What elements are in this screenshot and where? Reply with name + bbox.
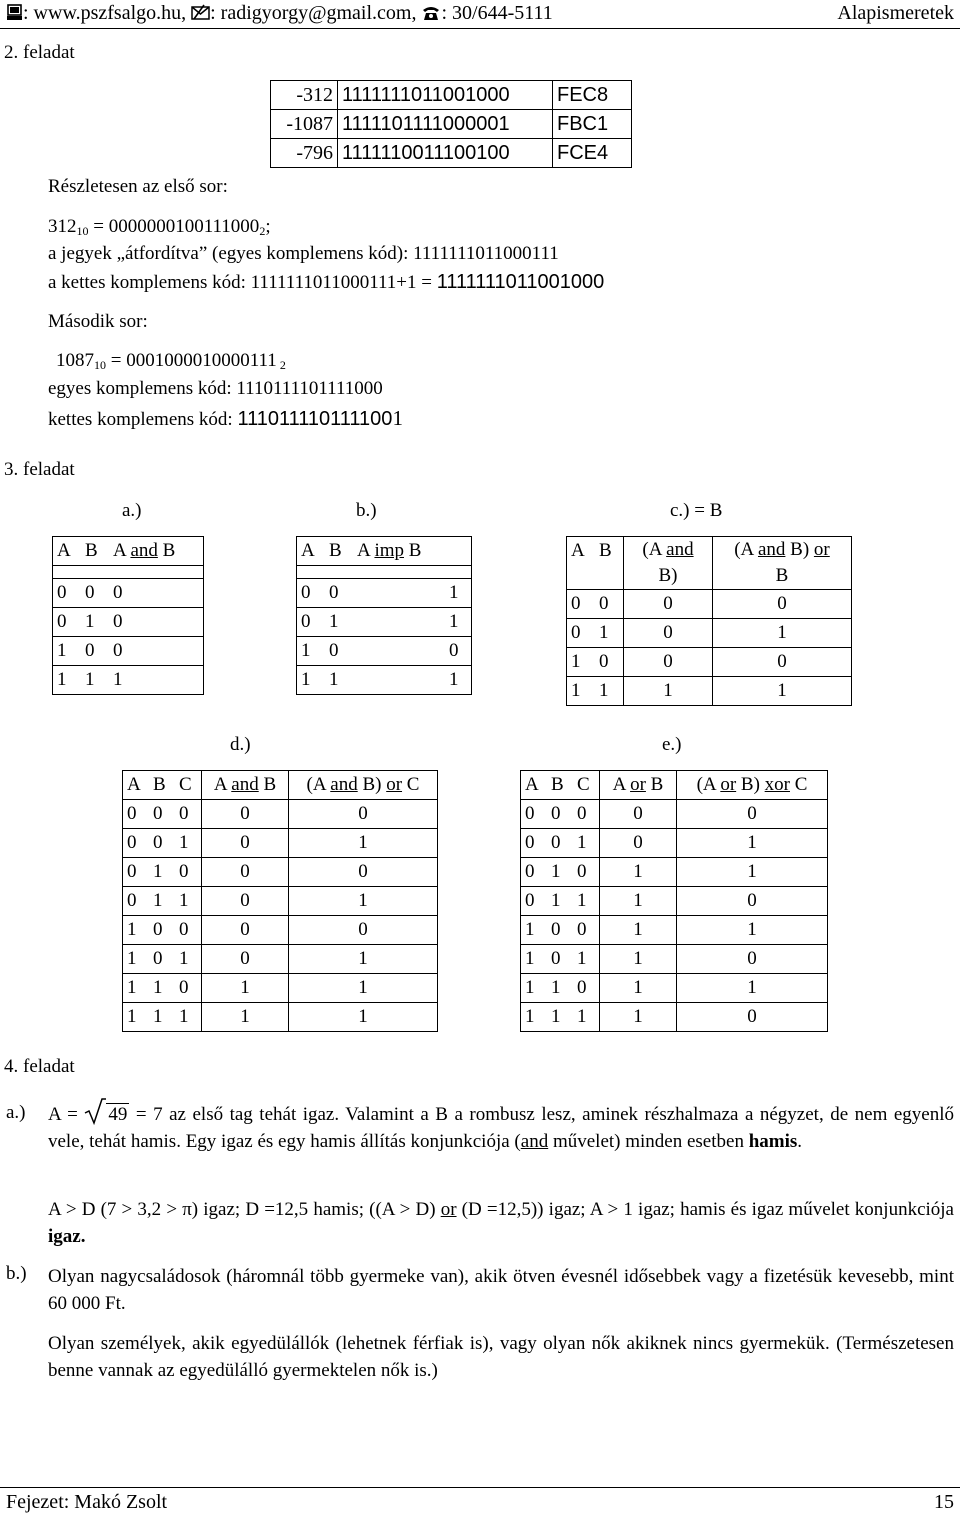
table-cell: 0 — [325, 637, 353, 666]
table-cell: 1 — [325, 608, 353, 637]
table-cell: 1 — [202, 1003, 289, 1032]
table-cell: 1 — [547, 1003, 573, 1032]
table-row — [521, 974, 828, 1003]
label-e: e.) — [662, 734, 682, 755]
text: kettes komplemens kód: — [48, 409, 238, 430]
table-cell: 1 — [573, 829, 600, 858]
table-cell: 1 — [573, 1003, 600, 1032]
table-cell: -796 — [271, 139, 338, 168]
table-cell — [713, 537, 852, 590]
truth-table-a — [52, 536, 204, 695]
operator: and — [757, 539, 786, 560]
table-cell: 0 — [573, 858, 600, 887]
table-cell: 0 — [202, 829, 289, 858]
text: B — [157, 540, 176, 561]
subscript: 2 — [259, 224, 266, 238]
table-cell: 1 — [547, 858, 573, 887]
operator: or — [720, 774, 737, 795]
text: C — [402, 774, 420, 795]
detail-line-1 — [48, 216, 271, 239]
table-row — [297, 637, 472, 666]
table-cell: C — [573, 771, 600, 800]
table-cell: 0 — [202, 916, 289, 945]
table-cell: 1 — [547, 887, 573, 916]
table-cell: 1 — [149, 858, 175, 887]
text: a kettes komplemens kód: 1111111011000111+1 = — [48, 272, 437, 293]
text: B) — [357, 774, 387, 795]
emphasis: igaz. — [48, 1226, 86, 1247]
text: (A — [734, 539, 758, 560]
task4-b-label: b.) — [6, 1263, 27, 1284]
text: . — [797, 1131, 803, 1152]
table-cell: 0 — [123, 800, 150, 829]
operator: and — [231, 774, 259, 795]
mail-icon — [191, 3, 210, 27]
table-cell: 0 — [573, 916, 600, 945]
task3-title: 3. feladat — [4, 459, 75, 480]
table-cell: A — [123, 771, 150, 800]
table-cell: 1 — [547, 974, 573, 1003]
operator: and — [666, 539, 694, 560]
text: 312 — [48, 216, 77, 237]
second-heading: Második sor: — [48, 311, 148, 332]
table-cell: 0 — [289, 916, 438, 945]
table-row — [567, 590, 852, 619]
table-cell — [624, 537, 713, 590]
table-row — [53, 666, 204, 695]
second-line-1 — [56, 350, 286, 373]
table-cell: 1 — [81, 666, 109, 695]
text: A > D (7 > 3,2 > π) igaz; D =12,5 hamis; ((A > D) — [48, 1199, 441, 1220]
table-cell: 0 — [175, 800, 202, 829]
table-cell: B — [81, 537, 109, 566]
subscript: 10 — [76, 224, 89, 238]
truth-table-c — [566, 536, 852, 706]
table-row — [53, 566, 204, 579]
table-cell: 1 — [123, 916, 150, 945]
table-cell: 0 — [624, 590, 713, 619]
table-cell: A — [521, 771, 548, 800]
table-row — [567, 677, 852, 706]
table-row — [123, 1003, 438, 1032]
text: ; — [265, 216, 271, 237]
table-row — [53, 608, 204, 637]
table-row — [521, 829, 828, 858]
spacer — [297, 566, 472, 579]
text: B — [775, 565, 789, 586]
formula — [48, 1104, 163, 1125]
label-a: a.) — [122, 500, 142, 521]
spacer — [53, 566, 204, 579]
table-row — [123, 771, 438, 800]
table-cell: 0 — [677, 1003, 828, 1032]
text: művelet) minden esetben — [548, 1131, 749, 1152]
text: C — [789, 774, 808, 795]
text: (A — [696, 774, 721, 795]
table-cell: 1 — [600, 945, 677, 974]
table-cell: 0 — [149, 945, 175, 974]
table-cell: 1 — [123, 974, 150, 1003]
header-title: Alapismeretek — [837, 2, 954, 24]
table-cell: 1 — [521, 1003, 548, 1032]
table-cell: 0 — [289, 800, 438, 829]
truth-table-d — [122, 770, 438, 1032]
conversion-table — [270, 80, 632, 168]
table-cell: 0 — [547, 945, 573, 974]
table-cell: B — [149, 771, 175, 800]
table-cell: 1 — [289, 887, 438, 916]
table-cell: A — [567, 537, 596, 590]
table-row — [297, 666, 472, 695]
table-cell: 0 — [297, 579, 326, 608]
table-cell: 1 — [600, 916, 677, 945]
table-cell: A — [297, 537, 326, 566]
task4-b-paragraph-2: Olyan személyek, akik egyedülállók (lehetnek férfiak is), vagy olyan nők akiknek nincs gyermekük. (Természetesen benne vannak az egyedülálló gyermektelen nők is.) — [48, 1333, 954, 1381]
truth-table-e-body — [521, 800, 828, 1032]
page-number: 15 — [934, 1491, 954, 1513]
table-cell: 0 — [109, 637, 204, 666]
header-phone: : 30/644-5111 — [441, 2, 553, 24]
text: 1 — [392, 406, 403, 430]
table-cell: 0 — [202, 945, 289, 974]
table-cell: 1 — [567, 648, 596, 677]
text: B) — [785, 539, 814, 560]
operator: and — [330, 774, 358, 795]
table-cell: 1 — [175, 945, 202, 974]
table-cell — [677, 771, 828, 800]
table-cell: 1 — [353, 666, 472, 695]
radicand: 49 — [108, 1104, 128, 1125]
operator: or — [386, 774, 403, 795]
table-row — [521, 771, 828, 800]
header-mail: : radigyorgy@gmail.com, — [210, 2, 422, 24]
text: = 7 — [129, 1104, 163, 1125]
table-cell: 0 — [149, 829, 175, 858]
text: B — [645, 774, 664, 795]
table-cell: FCE4 — [553, 139, 632, 168]
table-cell: 0 — [600, 829, 677, 858]
table-row — [521, 1003, 828, 1032]
table-cell: B — [325, 537, 353, 566]
text: B) — [736, 774, 765, 795]
table-cell: 1 — [573, 887, 600, 916]
table-cell: 0 — [521, 858, 548, 887]
table-cell: 0 — [123, 887, 150, 916]
table-cell: 1 — [521, 945, 548, 974]
table-cell: 0 — [713, 648, 852, 677]
table-cell: 0 — [547, 916, 573, 945]
truth-table-b — [296, 536, 472, 695]
table-row — [53, 537, 204, 566]
table-cell: 1 — [595, 619, 624, 648]
table-cell: 0 — [81, 637, 109, 666]
table-cell: 1 — [109, 666, 204, 695]
table-row — [53, 637, 204, 666]
table-cell: 1 — [600, 974, 677, 1003]
table-cell: 1 — [521, 916, 548, 945]
table-cell — [353, 537, 472, 566]
operator: xor — [764, 774, 790, 795]
table-cell: 0 — [149, 916, 175, 945]
table-cell: 0 — [677, 945, 828, 974]
footer-rule — [0, 1487, 960, 1488]
table-cell: 1 — [624, 677, 713, 706]
table-row — [53, 579, 204, 608]
operator: and — [130, 540, 158, 561]
text: B) — [658, 565, 678, 586]
table-cell: 1111110011100100 — [338, 139, 553, 168]
table-row — [271, 110, 632, 139]
table-cell: 1 — [289, 974, 438, 1003]
table-cell: 1 — [149, 974, 175, 1003]
table-cell: 1 — [677, 829, 828, 858]
table-cell: 1 — [677, 974, 828, 1003]
task4-b-paragraph-1: Olyan nagycsaládosok (háromnál több gyermeke van), akik ötven évesnél idősebbek vagy a fizetésük kevesebb, mint 60 000 Ft. — [48, 1266, 954, 1314]
table-cell: 1111111011001000 — [338, 81, 553, 110]
table-cell: 0 — [297, 608, 326, 637]
table-cell: 1 — [325, 666, 353, 695]
table-cell: FEC8 — [553, 81, 632, 110]
table-cell: 1 — [567, 677, 596, 706]
table-row — [297, 566, 472, 579]
text: A = — [48, 1104, 85, 1125]
table-cell: 1 — [353, 608, 472, 637]
label-b: b.) — [356, 500, 377, 521]
table-cell: 1 — [297, 666, 326, 695]
table-row — [297, 537, 472, 566]
table-cell: 0 — [521, 800, 548, 829]
table-cell: 0 — [521, 887, 548, 916]
table-cell: 0 — [567, 590, 596, 619]
table-cell: 1 — [289, 945, 438, 974]
table-cell: 1 — [202, 974, 289, 1003]
table-cell: 0 — [573, 974, 600, 1003]
table-cell: -312 — [271, 81, 338, 110]
table-cell: C — [175, 771, 202, 800]
operator: or — [813, 539, 830, 560]
table-cell: A — [53, 537, 82, 566]
subscript: 10 — [94, 358, 106, 372]
table-cell: 0 — [353, 637, 472, 666]
table-cell: 0 — [600, 800, 677, 829]
table-cell: 0 — [175, 858, 202, 887]
table-cell — [202, 771, 289, 800]
text: = 0001000010000111 — [106, 350, 277, 371]
table-cell: 0 — [53, 608, 82, 637]
header-web: : www.pszfsalgo.hu, — [23, 2, 192, 24]
label-c: c.) = B — [670, 500, 723, 521]
table-cell — [600, 771, 677, 800]
detail-heading: Részletesen az első sor: — [48, 176, 228, 197]
text: A — [213, 774, 232, 795]
text: (A — [306, 774, 331, 795]
table-row — [123, 916, 438, 945]
table-cell: 1 — [175, 1003, 202, 1032]
table-cell: 1 — [297, 637, 326, 666]
text: (D =12,5)) igaz; A > 1 igaz; hamis és igaz művelet konjunkciója — [456, 1199, 954, 1220]
result-value: 1111111011001000 — [436, 271, 605, 293]
table-cell: 1 — [175, 829, 202, 858]
subscript: 2 — [276, 358, 286, 372]
table-cell: 1 — [149, 1003, 175, 1032]
table-cell: 0 — [175, 916, 202, 945]
table-cell: 0 — [202, 800, 289, 829]
table-row — [521, 916, 828, 945]
table-cell: 0 — [677, 800, 828, 829]
table-cell: 0 — [547, 829, 573, 858]
table-cell: 0 — [53, 579, 82, 608]
table-cell: 0 — [521, 829, 548, 858]
table-cell: 1 — [600, 1003, 677, 1032]
table-row — [123, 858, 438, 887]
text: B — [258, 774, 277, 795]
table-cell: 1 — [289, 829, 438, 858]
table-cell: 0 — [202, 858, 289, 887]
table-cell: 1 — [713, 677, 852, 706]
table-row — [297, 579, 472, 608]
table-row — [123, 974, 438, 1003]
table-row — [297, 608, 472, 637]
table-cell: 1 — [600, 887, 677, 916]
table-cell: 0 — [175, 974, 202, 1003]
table-cell: 1 — [677, 858, 828, 887]
table-cell: 0 — [289, 858, 438, 887]
table-cell: 0 — [109, 608, 204, 637]
table-cell: 1 — [600, 858, 677, 887]
table-cell: 0 — [595, 648, 624, 677]
table-cell: 0 — [81, 579, 109, 608]
table-row — [271, 81, 632, 110]
table-row — [521, 945, 828, 974]
footer-author: Fejezet: Makó Zsolt — [6, 1491, 168, 1513]
task4-a-label: a.) — [6, 1102, 26, 1123]
table-row — [567, 537, 852, 590]
table-cell: 0 — [624, 648, 713, 677]
truth-table-d-body — [123, 800, 438, 1032]
table-cell: 0 — [677, 887, 828, 916]
emphasis: hamis — [748, 1131, 798, 1152]
truth-table-e — [520, 770, 828, 1032]
table-cell: 1 — [123, 945, 150, 974]
table-cell: 0 — [149, 800, 175, 829]
table-cell: 0 — [109, 579, 204, 608]
table-cell: 0 — [547, 800, 573, 829]
task2-title: 2. feladat — [4, 42, 75, 63]
table-cell: 0 — [624, 619, 713, 648]
table-cell: 0 — [202, 887, 289, 916]
table-cell: 0 — [123, 829, 150, 858]
table-row — [271, 139, 632, 168]
detail-line-3 — [48, 270, 604, 295]
page-header — [6, 1, 553, 27]
operator: imp — [374, 540, 404, 561]
table-row — [123, 945, 438, 974]
table-row — [521, 858, 828, 887]
operator: or — [630, 774, 646, 795]
table-cell: 1 — [53, 637, 82, 666]
sqrt-symbol — [84, 1101, 129, 1128]
text: B — [404, 540, 422, 561]
table-cell: 0 — [567, 619, 596, 648]
table-cell: B — [547, 771, 573, 800]
computer-icon — [6, 3, 23, 27]
task4-a-paragraph-1 — [48, 1101, 954, 1155]
table-row — [567, 648, 852, 677]
table-cell: FBC1 — [553, 110, 632, 139]
detail-line-2: a jegyek „átfordítva” (egyes komplemens kód): 1111111011000111 — [48, 243, 559, 264]
table-cell: 1 — [353, 579, 472, 608]
table-cell: 0 — [123, 858, 150, 887]
text: = 0000000100111000 — [88, 216, 260, 237]
operator: and — [520, 1131, 549, 1152]
task4-title: 4. feladat — [4, 1056, 75, 1077]
table-row — [521, 887, 828, 916]
table-cell: 1 — [713, 619, 852, 648]
table-row — [123, 800, 438, 829]
table-cell: 0 — [325, 579, 353, 608]
table-row — [521, 800, 828, 829]
table-cell: 0 — [573, 800, 600, 829]
table-cell: B — [595, 537, 624, 590]
table-cell: 1 — [123, 1003, 150, 1032]
table-cell: 1 — [175, 887, 202, 916]
table-cell: 0 — [713, 590, 852, 619]
text: A — [612, 774, 631, 795]
text: az első tag tehát igaz. Valamint a B a rombusz lesz, aminek részhalmaza a négyzet, de nem egyenlő vele, tehát hamis. Egy igaz és egy hamis állítás konjunkciója ( — [48, 1104, 954, 1152]
table-cell — [289, 771, 438, 800]
text: 1087 — [56, 350, 94, 371]
header-rule — [0, 28, 960, 29]
text: A — [357, 540, 375, 561]
phone-icon — [421, 3, 441, 27]
task4-a-paragraph-2 — [48, 1196, 954, 1250]
table-row — [123, 829, 438, 858]
table-cell: 1 — [81, 608, 109, 637]
table-cell — [109, 537, 204, 566]
text: (A — [642, 539, 667, 560]
result-value: 111011110111100 — [237, 408, 393, 430]
operator: or — [440, 1199, 457, 1220]
table-cell: 1 — [677, 916, 828, 945]
table-cell: -1087 — [271, 110, 338, 139]
table-row — [567, 619, 852, 648]
table-cell: 1 — [149, 887, 175, 916]
second-line-2: egyes komplemens kód: 1110111101111000 — [48, 378, 383, 399]
table-cell: 1 — [595, 677, 624, 706]
table-row — [123, 887, 438, 916]
table-cell: 1 — [521, 974, 548, 1003]
table-cell: 1111101111000001 — [338, 110, 553, 139]
label-d: d.) — [230, 734, 251, 755]
table-cell: 1 — [53, 666, 82, 695]
table-cell: 0 — [595, 590, 624, 619]
text: A — [113, 540, 131, 561]
table-cell: 1 — [289, 1003, 438, 1032]
second-line-3 — [48, 406, 403, 432]
table-cell: 1 — [573, 945, 600, 974]
